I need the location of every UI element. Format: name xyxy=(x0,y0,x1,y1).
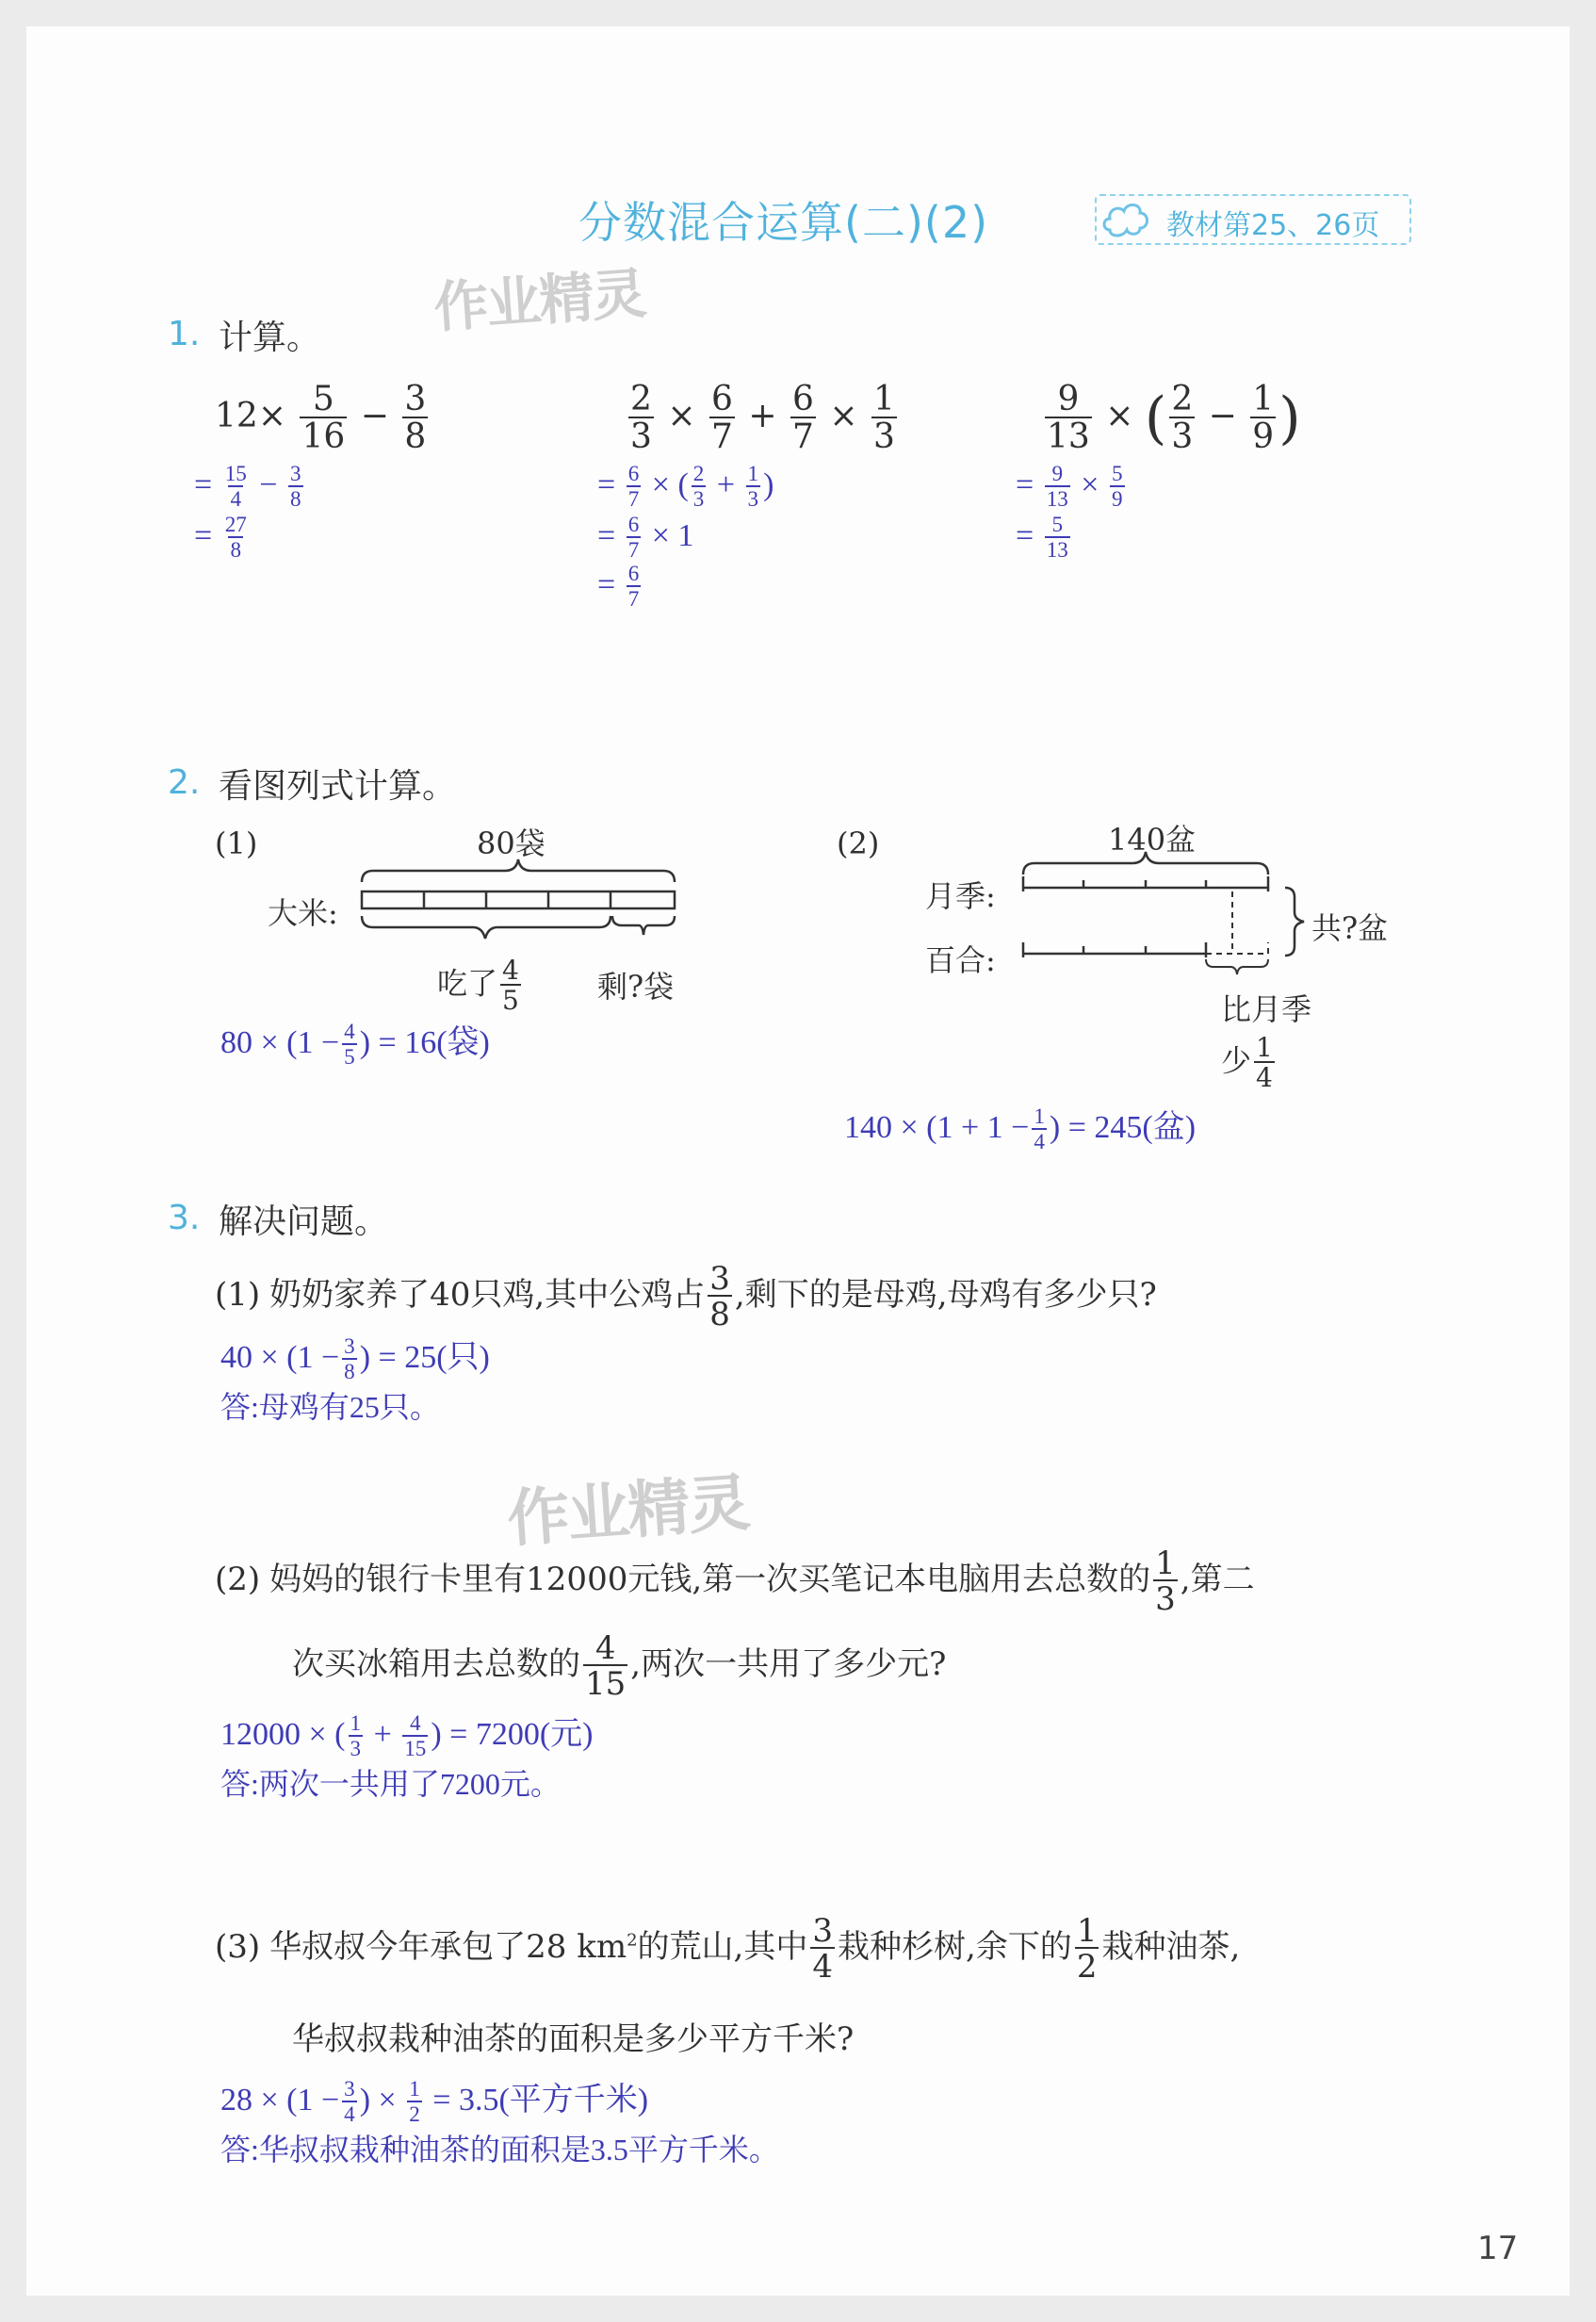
q1-answer-1-line1: = $\frac{15}{4}$ − $\frac{3}{8}$ xyxy=(194,462,301,513)
total-brace xyxy=(362,859,675,882)
q3-sub2-answer: 12000 × ( $\frac{1}{3}$ + $\frac{4}{15}$ ) = 7200(元) xyxy=(220,1711,594,1762)
fraction: $\frac{2}{3}$ xyxy=(1171,380,1194,456)
fraction: $\frac{2}{3}$ xyxy=(692,462,705,513)
q1-problem-1 xyxy=(215,380,431,456)
fraction: $\frac{2}{3}$ xyxy=(630,380,652,456)
watermark-top: 作业精灵 xyxy=(432,261,647,340)
remain-brace xyxy=(612,916,675,935)
fraction: $\frac{6}{7}$ xyxy=(627,462,640,513)
q1-problem-3: $\frac{9}{13}$ × ( $\frac{2}{3}$ − $\frac{1}{9}$ ) xyxy=(1047,380,1301,456)
q3-sub3-reply: 答:华叔叔栽种油茶的面积是3.5平方千米。 xyxy=(220,2133,779,2167)
q3-number: 3. xyxy=(168,1199,201,1237)
fraction: $\frac{27}{8}$ xyxy=(224,513,247,564)
q3-sub2-text-line2: 次买冰箱用去总数的 $\frac{4}{15}$ ,两次一共用了多少元? xyxy=(292,1629,947,1703)
fraction: $\frac{1}{3}$ xyxy=(747,462,759,513)
times-sign: × xyxy=(257,397,286,435)
sum-brace xyxy=(1285,888,1304,956)
q3-sub3-text-line1: (3) 华叔叔今年承包了28 $km^2$的荒山,其中 $\frac{3}{4}$ 栽种杉树,余下的 $\frac{1}{2}$ 栽种油茶, xyxy=(215,1912,1241,1986)
diagram-1-bar xyxy=(356,850,705,954)
fraction: $\frac{3}{8}$ xyxy=(404,380,427,456)
page-title: 分数混合运算(二)(2) xyxy=(578,197,989,248)
q3-sub1-answer: 40 × (1 − $\frac{3}{8}$ ) = 25(只) xyxy=(220,1334,490,1385)
q3-sub2-reply: 答:两次一共用了7200元。 xyxy=(220,1767,561,1801)
fraction: $\frac{5}{16}$ xyxy=(301,380,346,456)
whole-number: 12 xyxy=(215,397,258,435)
q2-number: 2. xyxy=(168,763,201,802)
diagram-2-row1-label: 月季: xyxy=(925,878,996,914)
fraction: $\frac{5}{13}$ xyxy=(1046,513,1068,564)
diagram-1-answer: 80 × (1 − $\frac{4}{5}$ ) = 16(袋) xyxy=(220,1020,490,1071)
diagram-2-total: 140盆 xyxy=(1108,822,1197,858)
q3-instruction: 解决问题。 xyxy=(219,1202,389,1241)
fraction: $\frac{6}{7}$ xyxy=(710,380,733,456)
watermark-middle: 作业精灵 xyxy=(505,1466,751,1556)
fraction: $\frac{9}{13}$ xyxy=(1047,380,1090,456)
fraction: $\frac{1}{9}$ xyxy=(1252,380,1275,456)
fraction: $\frac{15}{4}$ xyxy=(224,462,247,513)
q1-number: 1. xyxy=(168,315,201,353)
less-brace xyxy=(1206,959,1268,974)
q2-instruction: 看图列式计算。 xyxy=(219,767,457,806)
remain-label: 剩?袋 xyxy=(597,969,675,1005)
q1-instruction: 计算。 xyxy=(219,319,321,357)
textbook-page-tag xyxy=(1095,194,1411,245)
minus-sign: − xyxy=(360,397,389,435)
total-brace xyxy=(1023,852,1268,875)
fraction: $\frac{1}{3}$ xyxy=(872,380,895,456)
q1-answer-2-line1: = $\frac{6}{7}$ × ( $\frac{2}{3}$ + $\frac{1}{3}$ ) xyxy=(597,462,774,513)
workbook-page xyxy=(26,26,1570,2296)
right-paren: ) xyxy=(1278,385,1301,451)
missing-dashed-segment xyxy=(1206,942,1268,954)
fraction: $\frac{3}{8}$ xyxy=(289,462,301,513)
q1-answer-3-line1: = $\frac{9}{13}$ × $\frac{5}{9}$ xyxy=(1016,462,1123,513)
fraction: $\frac{6}{7}$ xyxy=(791,380,814,456)
diagram-2-answer: 140 × (1 + 1 − $\frac{1}{4}$ ) = 245(盆) xyxy=(844,1104,1197,1155)
q3-sub1-reply: 答:母鸡有25只。 xyxy=(220,1390,440,1424)
q3-sub3-text-line2: 华叔叔栽种油茶的面积是多少平方千米? xyxy=(292,2020,855,2058)
fraction: $\frac{6}{7}$ xyxy=(627,562,640,613)
diagram-2-lines xyxy=(1019,837,1359,978)
q1-answer-2-line3: = $\frac{6}{7}$ xyxy=(597,562,640,613)
q3-sub3-answer: 28 × (1 − $\frac{3}{4}$ ) × $\frac{1}{2}$ = 3.5(平方千米) xyxy=(220,2077,649,2128)
fraction: $\frac{5}{9}$ xyxy=(1111,462,1123,513)
diagram-2-label: (2) xyxy=(837,826,880,861)
diagram-1-label: (1) xyxy=(215,826,258,861)
sum-label: 共?盆 xyxy=(1311,910,1389,946)
rice-bar xyxy=(362,891,675,908)
q3-sub1-text: (1) 奶奶家养了40只鸡,其中公鸡占 $\frac{3}{8}$ ,剩下的是母鸡,母鸡有多少只? xyxy=(215,1260,1157,1333)
diagram-1-row-label: 大米: xyxy=(268,895,338,931)
diagram-1-total: 80袋 xyxy=(477,826,546,861)
q3-sub2-text-line1: (2) 妈妈的银行卡里有12000元钱,第一次买笔记本电脑用去总数的 $\frac{1}{3}$ ,第二 xyxy=(215,1545,1255,1618)
cloud-icon xyxy=(1100,198,1153,239)
q1-problem-2: $\frac{2}{3}$ × $\frac{6}{7}$ + $\frac{6}{7}$ × $\frac{1}{3}$ xyxy=(630,380,895,456)
eaten-label: 吃了 $\frac{4}{5}$ xyxy=(437,955,519,1016)
q1-answer-2-line2: = $\frac{6}{7}$ × 1 xyxy=(597,513,694,564)
diagram-2-row2-label: 百合: xyxy=(925,942,996,978)
q1-answer-1-line2: = $\frac{27}{8}$ xyxy=(194,513,247,564)
fraction: $\frac{6}{7}$ xyxy=(627,513,640,564)
eaten-brace xyxy=(362,916,611,939)
textbook-page-tag-text: 教材第25、26页 xyxy=(1166,209,1380,242)
less-label-line2: 少 $\frac{1}{4}$ xyxy=(1221,1032,1273,1093)
left-paren: ( xyxy=(1144,385,1167,451)
q1-answer-3-line2: = $\frac{5}{13}$ xyxy=(1016,513,1068,564)
page-number: 17 xyxy=(1477,2230,1519,2267)
fraction: $\frac{9}{13}$ xyxy=(1046,462,1068,513)
less-label-line1: 比月季 xyxy=(1221,991,1312,1027)
